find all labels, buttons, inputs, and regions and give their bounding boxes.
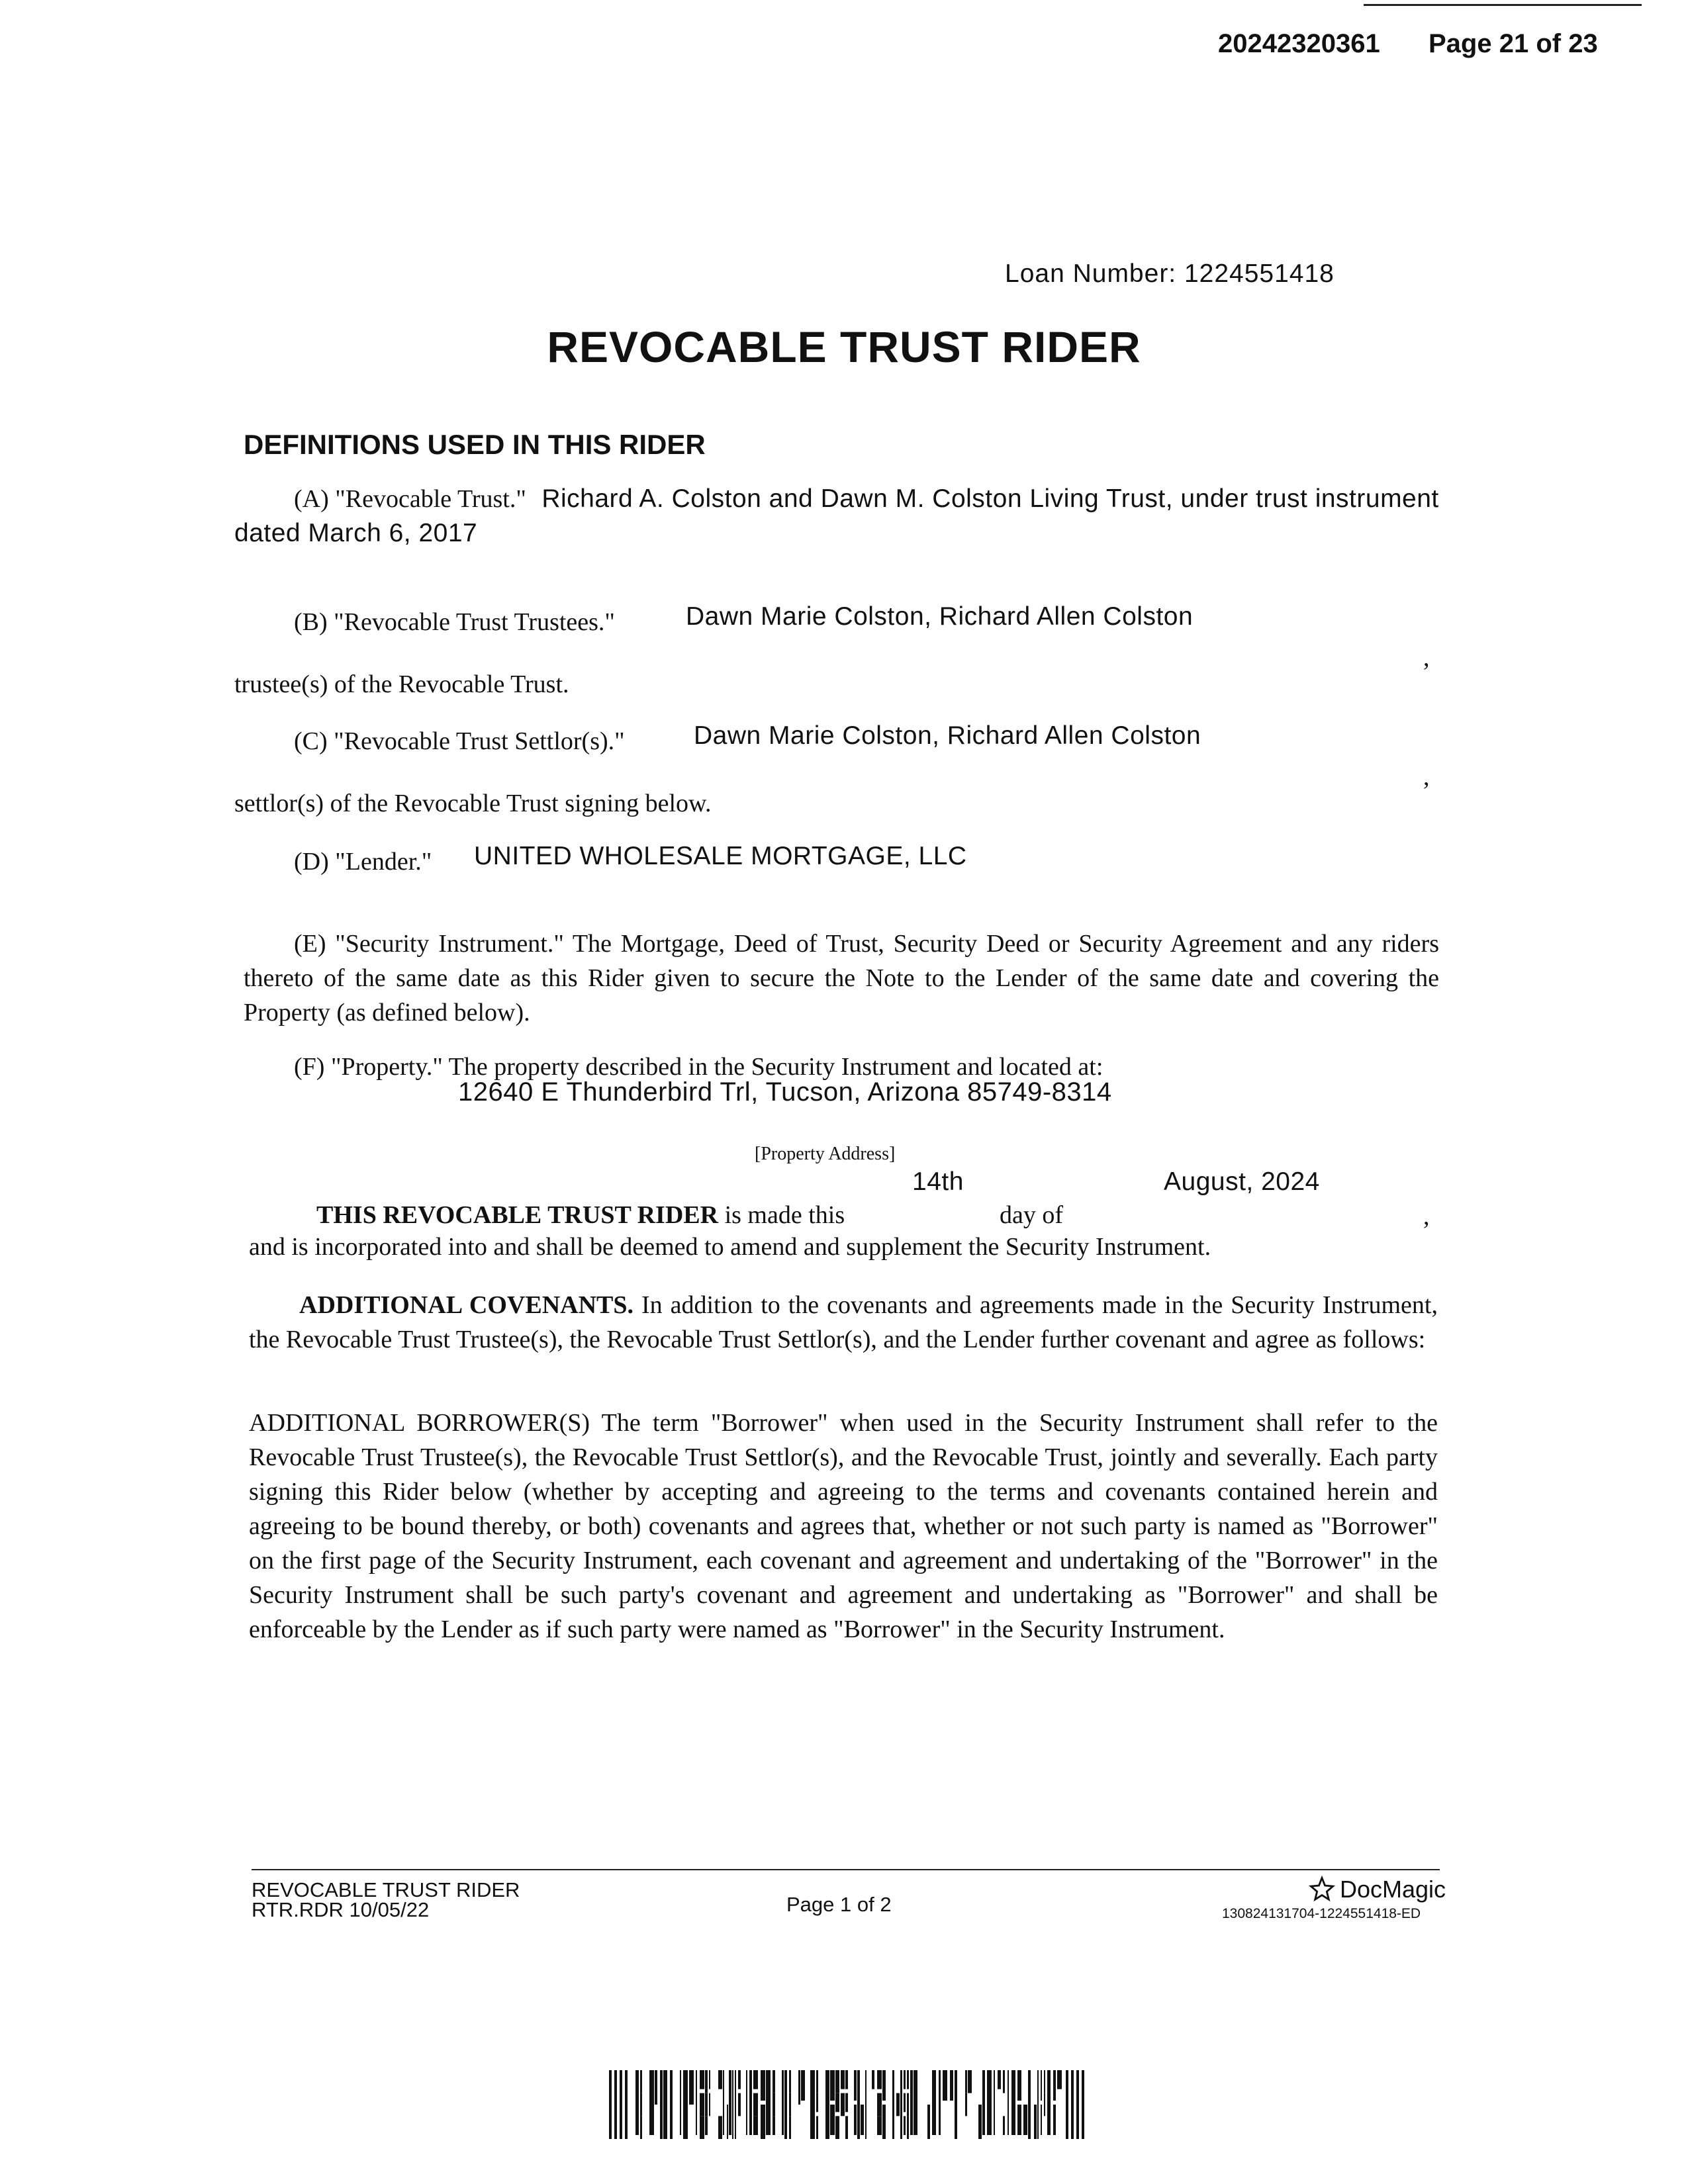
definition-b-value: Dawn Marie Colston, Richard Allen Colston xyxy=(686,602,1194,631)
rider-month-year: August, 2024 xyxy=(1164,1167,1320,1196)
footer-rule xyxy=(252,1869,1440,1870)
definitions-heading: DEFINITIONS USED IN THIS RIDER xyxy=(244,429,706,460)
definition-f-label: (F) "Property." The property described in the Security Instrument and located at: xyxy=(294,1053,1103,1081)
document-title: REVOCABLE TRUST RIDER xyxy=(547,322,1141,371)
footer-form-name: REVOCABLE TRUST RIDER xyxy=(252,1878,520,1901)
recording-page-counter: Page 21 of 23 xyxy=(1429,29,1598,58)
rider-made-statement xyxy=(316,1198,845,1232)
rider-day: 14th xyxy=(912,1167,964,1196)
additional-covenants xyxy=(249,1288,1438,1357)
additional-covenants-heading: ADDITIONAL COVENANTS. xyxy=(299,1291,634,1319)
definition-c-comma: , xyxy=(1423,763,1430,791)
definition-b-label: (B) "Revocable Trust Trustees." xyxy=(294,608,615,636)
rider-made-rest: is made this xyxy=(718,1201,845,1229)
definition-b-tail: trustee(s) of the Revocable Trust. xyxy=(234,670,569,698)
definition-a xyxy=(234,482,1446,551)
rider-made-bold: THIS REVOCABLE TRUST RIDER xyxy=(316,1201,719,1229)
definition-a-value: Richard A. Colston and Dawn M. Colston Living Trust, under trust instrument dated March 6, 2017 xyxy=(234,484,1439,547)
top-rule xyxy=(1364,4,1642,6)
footer-doc-id: 130824131704-1224551418-ED xyxy=(1222,1906,1421,1921)
definition-c-value: Dawn Marie Colston, Richard Allen Colston xyxy=(694,721,1201,750)
additional-covenants-text: In addition to the covenants and agreements made in the Security Instrument, the Revocable Trust Trustee(s), the Revocable Trust Settlor(s), and the Lender further covenant and agree as follows: xyxy=(249,1291,1438,1353)
rider-made-comma: , xyxy=(1423,1203,1430,1230)
docmagic-brand: DocMagic xyxy=(1340,1876,1446,1903)
recording-number: 20242320361 xyxy=(1218,29,1380,58)
definition-c-tail: settlor(s) of the Revocable Trust signing below. xyxy=(234,790,712,817)
definition-e: (E) "Security Instrument." The Mortgage, Deed of Trust, Security Deed or Security Agreement and any riders thereto of the same date as this Rider given to secure the Note to the Lender of the same date and covering the Property (as defined below). xyxy=(244,930,1439,1026)
footer-page-number: Page 1 of 2 xyxy=(786,1893,892,1916)
footer-form-code: RTR.RDR 10/05/22 xyxy=(252,1898,430,1921)
definition-a-label: (A) "Revocable Trust." xyxy=(294,485,526,513)
rider-day-of: day of xyxy=(1000,1201,1064,1229)
additional-borrowers: ADDITIONAL BORROWER(S) The term "Borrower" when used in the Security Instrument shall refer to the Revocable Trust Trustee(s), the Revocable Trust Settlor(s), and the Revocable Trust, jointly and severally. Each party signing this Rider below (whether by accepting and agreeing to the terms and covenants contained herein and agreeing to be bound thereby, or both) covenants and agrees that, whether or not such party is named as "Borrower" on the first page of the Security Instrument, each covenant and agreement and undertaking of the "Borrower" in the Security Instrument shall be such party's covenant and agreement and undertaking as "Borrower" and shall be enforceable by the Lender as if such party were named as "Borrower" in the Security Instrument. xyxy=(249,1409,1438,1643)
rider-made-tail: and is incorporated into and shall be deemed to amend and supplement the Security Instrument. xyxy=(249,1233,1211,1261)
definition-c-label: (C) "Revocable Trust Settlor(s)." xyxy=(294,727,625,755)
property-address: 12640 E Thunderbird Trl, Tucson, Arizona 85749-8314 xyxy=(458,1077,1112,1107)
definition-d-label: (D) "Lender." xyxy=(294,848,432,876)
barcode-icon xyxy=(609,2070,1087,2139)
property-address-caption: [Property Address] xyxy=(755,1144,896,1164)
definition-b-comma: , xyxy=(1423,644,1430,672)
definition-d-value: UNITED WHOLESALE MORTGAGE, LLC xyxy=(474,842,967,870)
loan-number: Loan Number: 1224551418 xyxy=(1005,259,1335,288)
